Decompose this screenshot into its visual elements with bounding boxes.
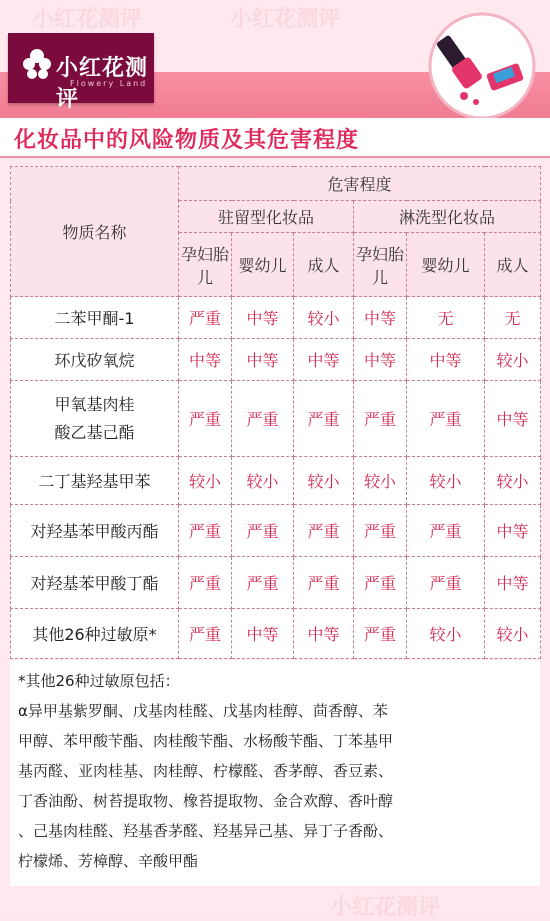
page-title: 化妆品中的风险物质及其危害程度 bbox=[14, 128, 360, 153]
risk-cell: 中等 bbox=[294, 339, 354, 381]
substance-name: 其他26种过敏原* bbox=[11, 609, 179, 659]
table-row bbox=[11, 339, 541, 381]
risk-cell: 严重 bbox=[407, 557, 485, 609]
header-degree: 危害程度 bbox=[179, 167, 541, 201]
risk-cell: 中等 bbox=[407, 339, 485, 381]
risk-cell: 严重 bbox=[294, 381, 354, 457]
risk-cell: 中等 bbox=[179, 339, 232, 381]
risk-cell: 严重 bbox=[407, 505, 485, 557]
risk-cell: 较小 bbox=[354, 457, 407, 505]
risk-cell: 严重 bbox=[407, 381, 485, 457]
notes-line: 丁香油酚、树苔提取物、橡苔提取物、金合欢醇、香叶醇 bbox=[18, 792, 394, 810]
notes-line: 、己基肉桂醛、羟基香茅醛、羟基异己基、异丁子香酚、 bbox=[18, 822, 394, 840]
risk-cell: 较小 bbox=[294, 457, 354, 505]
risk-cell: 严重 bbox=[354, 609, 407, 659]
substance-name: 二丁基羟基甲苯 bbox=[11, 457, 179, 505]
watermark: 小红花测评 bbox=[32, 7, 143, 32]
notes-line: α异甲基紫罗酮、戊基肉桂醛、戊基肉桂醇、茴香醇、苯 bbox=[18, 702, 388, 720]
table-row bbox=[11, 297, 541, 339]
risk-cell: 严重 bbox=[232, 557, 294, 609]
risk-cell: 严重 bbox=[179, 557, 232, 609]
subheader: 婴幼儿 bbox=[232, 233, 294, 297]
risk-cell: 中等 bbox=[232, 339, 294, 381]
subheader: 婴幼儿 bbox=[407, 233, 485, 297]
risk-cell: 无 bbox=[407, 297, 485, 339]
risk-cell: 严重 bbox=[179, 609, 232, 659]
risk-cell: 严重 bbox=[354, 557, 407, 609]
nail-polish-icon bbox=[420, 10, 540, 122]
flower-icon bbox=[20, 47, 54, 81]
risk-cell: 无 bbox=[485, 297, 541, 339]
notes-line: 柠檬烯、芳樟醇、辛酸甲酯 bbox=[18, 852, 199, 870]
substance-name: 环戊矽氧烷 bbox=[11, 339, 179, 381]
logo-subtitle: Flowery Land bbox=[70, 79, 148, 88]
risk-cell: 严重 bbox=[179, 297, 232, 339]
risk-cell: 中等 bbox=[354, 297, 407, 339]
watermark: 小红花测评 bbox=[230, 7, 341, 32]
risk-cell: 严重 bbox=[232, 505, 294, 557]
risk-cell: 较小 bbox=[407, 457, 485, 505]
substance-name: 对羟基苯甲酸丁酯 bbox=[11, 557, 179, 609]
risk-cell: 较小 bbox=[179, 457, 232, 505]
risk-cell: 中等 bbox=[485, 381, 541, 457]
risk-cell: 中等 bbox=[294, 609, 354, 659]
risk-cell: 严重 bbox=[294, 505, 354, 557]
title-bar bbox=[0, 118, 550, 158]
subheader: 孕妇胎儿 bbox=[179, 233, 232, 297]
risk-cell: 较小 bbox=[294, 297, 354, 339]
substance-name-text: 甲氧基肉桂酸乙基己酯 bbox=[54, 394, 135, 442]
table-row bbox=[11, 457, 541, 505]
table-row bbox=[11, 609, 541, 659]
watermark: 小红花测评 bbox=[330, 895, 441, 920]
risk-cell: 严重 bbox=[179, 381, 232, 457]
table-row bbox=[11, 505, 541, 557]
risk-cell: 较小 bbox=[485, 609, 541, 659]
notes-line: 基丙醛、亚肉桂基、肉桂醇、柠檬醛、香茅醇、香豆素、 bbox=[18, 762, 394, 780]
risk-cell: 严重 bbox=[354, 381, 407, 457]
substance-name: 对羟基苯甲酸丙酯 bbox=[11, 505, 179, 557]
subheader: 孕妇胎儿 bbox=[354, 233, 407, 297]
risk-cell: 较小 bbox=[232, 457, 294, 505]
risk-cell: 严重 bbox=[294, 557, 354, 609]
logo bbox=[8, 33, 154, 112]
subheader: 成人 bbox=[294, 233, 354, 297]
risk-cell: 较小 bbox=[485, 457, 541, 505]
substance-name: 二苯甲酮-1 bbox=[11, 297, 179, 339]
notes-line: 甲醇、苯甲酸苄酯、肉桂酸苄酯、水杨酸苄酯、丁苯基甲 bbox=[18, 732, 394, 750]
risk-cell: 中等 bbox=[232, 297, 294, 339]
risk-cell: 较小 bbox=[485, 339, 541, 381]
risk-cell: 中等 bbox=[354, 339, 407, 381]
risk-table bbox=[10, 166, 541, 659]
table-row bbox=[11, 557, 541, 609]
risk-cell: 严重 bbox=[232, 381, 294, 457]
risk-cell: 严重 bbox=[179, 505, 232, 557]
logo-text: 小红花测评 bbox=[56, 56, 149, 112]
table-row bbox=[11, 381, 541, 457]
header-name: 物质名称 bbox=[11, 167, 179, 297]
substance-name bbox=[11, 381, 179, 457]
risk-cell: 中等 bbox=[232, 609, 294, 659]
risk-cell: 中等 bbox=[485, 505, 541, 557]
allergen-notes bbox=[10, 660, 540, 886]
group-leave-on: 驻留型化妆品 bbox=[179, 201, 354, 233]
risk-cell: 较小 bbox=[407, 609, 485, 659]
risk-cell: 严重 bbox=[354, 505, 407, 557]
risk-cell: 中等 bbox=[485, 557, 541, 609]
subheader: 成人 bbox=[485, 233, 541, 297]
group-rinse-off: 淋洗型化妆品 bbox=[354, 201, 541, 233]
notes-heading: *其他26种过敏原包括： bbox=[18, 672, 180, 690]
